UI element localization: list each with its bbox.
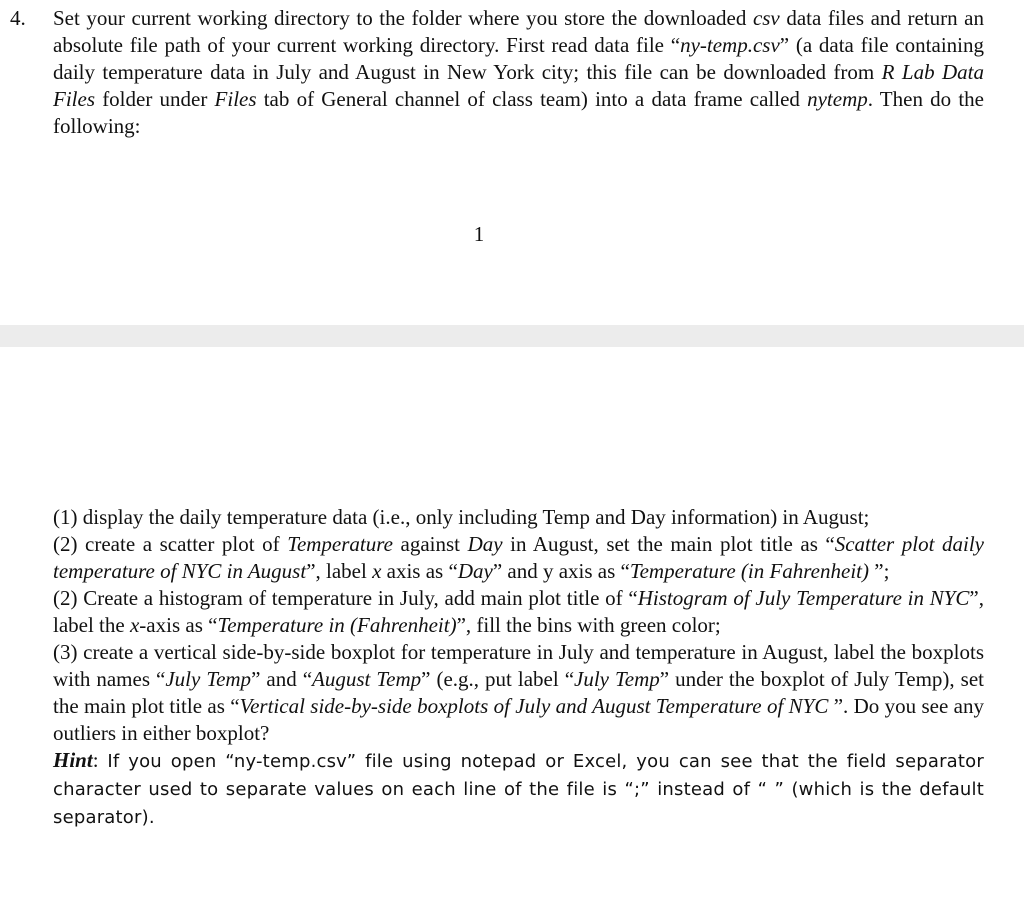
folder-name: R Lab Data Files — [53, 60, 984, 111]
dataframe-name: nytemp — [807, 87, 868, 111]
hint-paragraph: Hint: If you open “ny-temp.csv” file using notepad or Excel, you can see that the field separator character used to separate values on each line of the file is “;” instead of “ ” (which is the default separator). — [53, 748, 984, 828]
hint-text: If you open “ny-temp.csv” file using notepad or Excel, you can see that the field separator character used to separate values on each line of the file is “;” instead of “ ” (which is the default separator). — [53, 751, 984, 828]
hint-label: Hint — [53, 748, 93, 772]
question-number: 4. — [10, 6, 26, 30]
task-list — [53, 504, 984, 831]
task-item-2-scatter: (2) create a scatter plot of Temperature against Day in August, set the main plot title as “Scatter plot daily temperature of NYC in August”, label x axis as “Day” and y axis as “Temperature (in Fahrenheit) ”; — [53, 532, 984, 583]
page-break-divider — [0, 325, 1024, 347]
question-text: Set your current working directory to the folder where you store the downloaded csv data files and return an absolute file path of your current working directory. First read data file “ny-temp.csv” (a data file containing daily temperature data in July and August in New York city; this file can be downloaded from R Lab Data Files folder under Files tab of General channel of class team) into a data frame called nytemp. Then do the following: — [53, 6, 984, 138]
task-item-3-boxplot: (3) create a vertical side-by-side boxplot for temperature in July and temperature in August, label the boxplots with names “July Temp” and “August Temp” (e.g., put label “July Temp” under the boxplot of July Temp), set the main plot title as “Vertical side-by-side boxplots of July and August Temperature of NYC ”. Do you see any outliers in either boxplot? — [53, 640, 985, 745]
page-number: 1 — [473, 222, 485, 246]
task-item-2-histogram: (2) Create a histogram of temperature in July, add main plot title of “Histogram of July Temperature in NYC”, label the x-axis as “Temperature in (Fahrenheit)”, fill the bins with green color; — [53, 586, 984, 637]
task-item-1: (1) display the daily temperature data (i.e., only including Temp and Day information) in August; — [53, 505, 870, 529]
files-tab-name: Files — [214, 87, 257, 111]
csv-term: csv — [752, 6, 780, 30]
filename: ny-temp.csv — [680, 33, 780, 57]
